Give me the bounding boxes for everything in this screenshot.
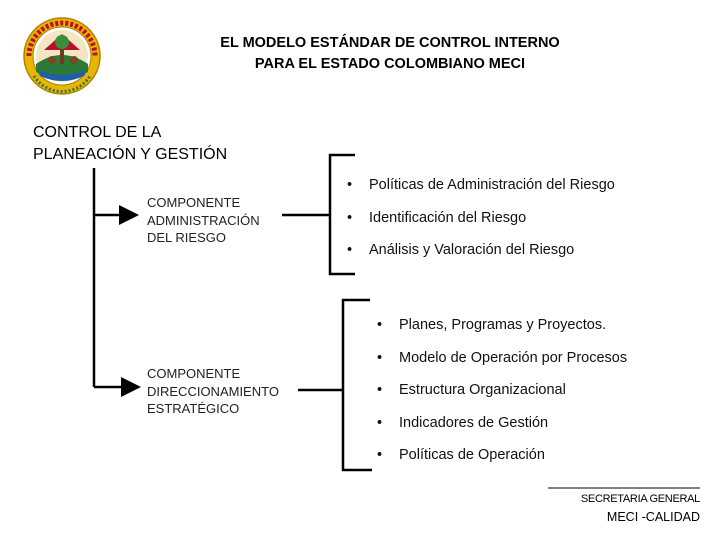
bullet-list-2: [377, 317, 627, 480]
component-administracion-riesgo: [147, 194, 260, 247]
bullet-list-1: [347, 177, 615, 275]
component-1-line-1: COMPONENTE: [147, 195, 241, 210]
list-item: [377, 415, 627, 448]
bullet-dot: •: [377, 317, 383, 333]
footer-meci-calidad: MECI -CALIDAD: [606, 510, 700, 524]
bullet-text: Estructura Organizacional: [399, 382, 566, 398]
bullet-text: Modelo de Operación por Procesos: [399, 349, 628, 366]
bullet-dot: •: [377, 382, 383, 398]
component-1-line-2: ADMINISTRACIÓN: [147, 212, 260, 228]
section-title-line-1: CONTROL DE LA: [33, 124, 162, 141]
bullet-dot: •: [347, 242, 353, 258]
bullet-dot: •: [377, 349, 383, 366]
bracket-2: [343, 300, 372, 470]
bullet-dot: •: [377, 447, 383, 463]
bullet-text: Políticas de Operación: [399, 447, 545, 463]
bullet-text: Planes, Programas y Proyectos.: [399, 317, 607, 333]
bullet-dot: •: [377, 414, 383, 431]
component-2-line-2: DIRECCIONAMIENTO: [147, 383, 279, 399]
bullet-text: Indicadores de Gestión: [399, 414, 549, 431]
component-2-line-3: ESTRATÉGICO: [147, 401, 240, 416]
section-title-line-2: PLANEACIÓN Y GESTIÓN: [33, 146, 228, 163]
bullet-text: Políticas de Administración del Riesgo: [369, 177, 615, 193]
list-item: [347, 177, 615, 210]
component-1-line-3: DEL RIESGO: [147, 230, 226, 245]
list-item: [347, 210, 615, 243]
bullet-dot: •: [347, 177, 353, 193]
footer-secretaria: SECRETARIA GENERAL: [580, 493, 700, 505]
bullet-text: Análisis y Valoración del Riesgo: [369, 242, 575, 258]
bullet-text: Identificación del Riesgo: [369, 209, 527, 226]
list-item: [377, 382, 627, 415]
component-2-line-1: COMPONENTE: [147, 366, 241, 381]
title-line-1: EL MODELO ESTÁNDAR DE CONTROL INTERNO: [220, 35, 560, 51]
list-item: [377, 350, 627, 383]
component-direccionamiento-estrategico: [147, 365, 279, 418]
list-item: [377, 447, 627, 480]
bullet-dot: •: [347, 209, 353, 226]
list-item: [347, 242, 615, 275]
title-line-2: PARA EL ESTADO COLOMBIANO MECI: [254, 56, 526, 72]
list-item: [377, 317, 627, 350]
